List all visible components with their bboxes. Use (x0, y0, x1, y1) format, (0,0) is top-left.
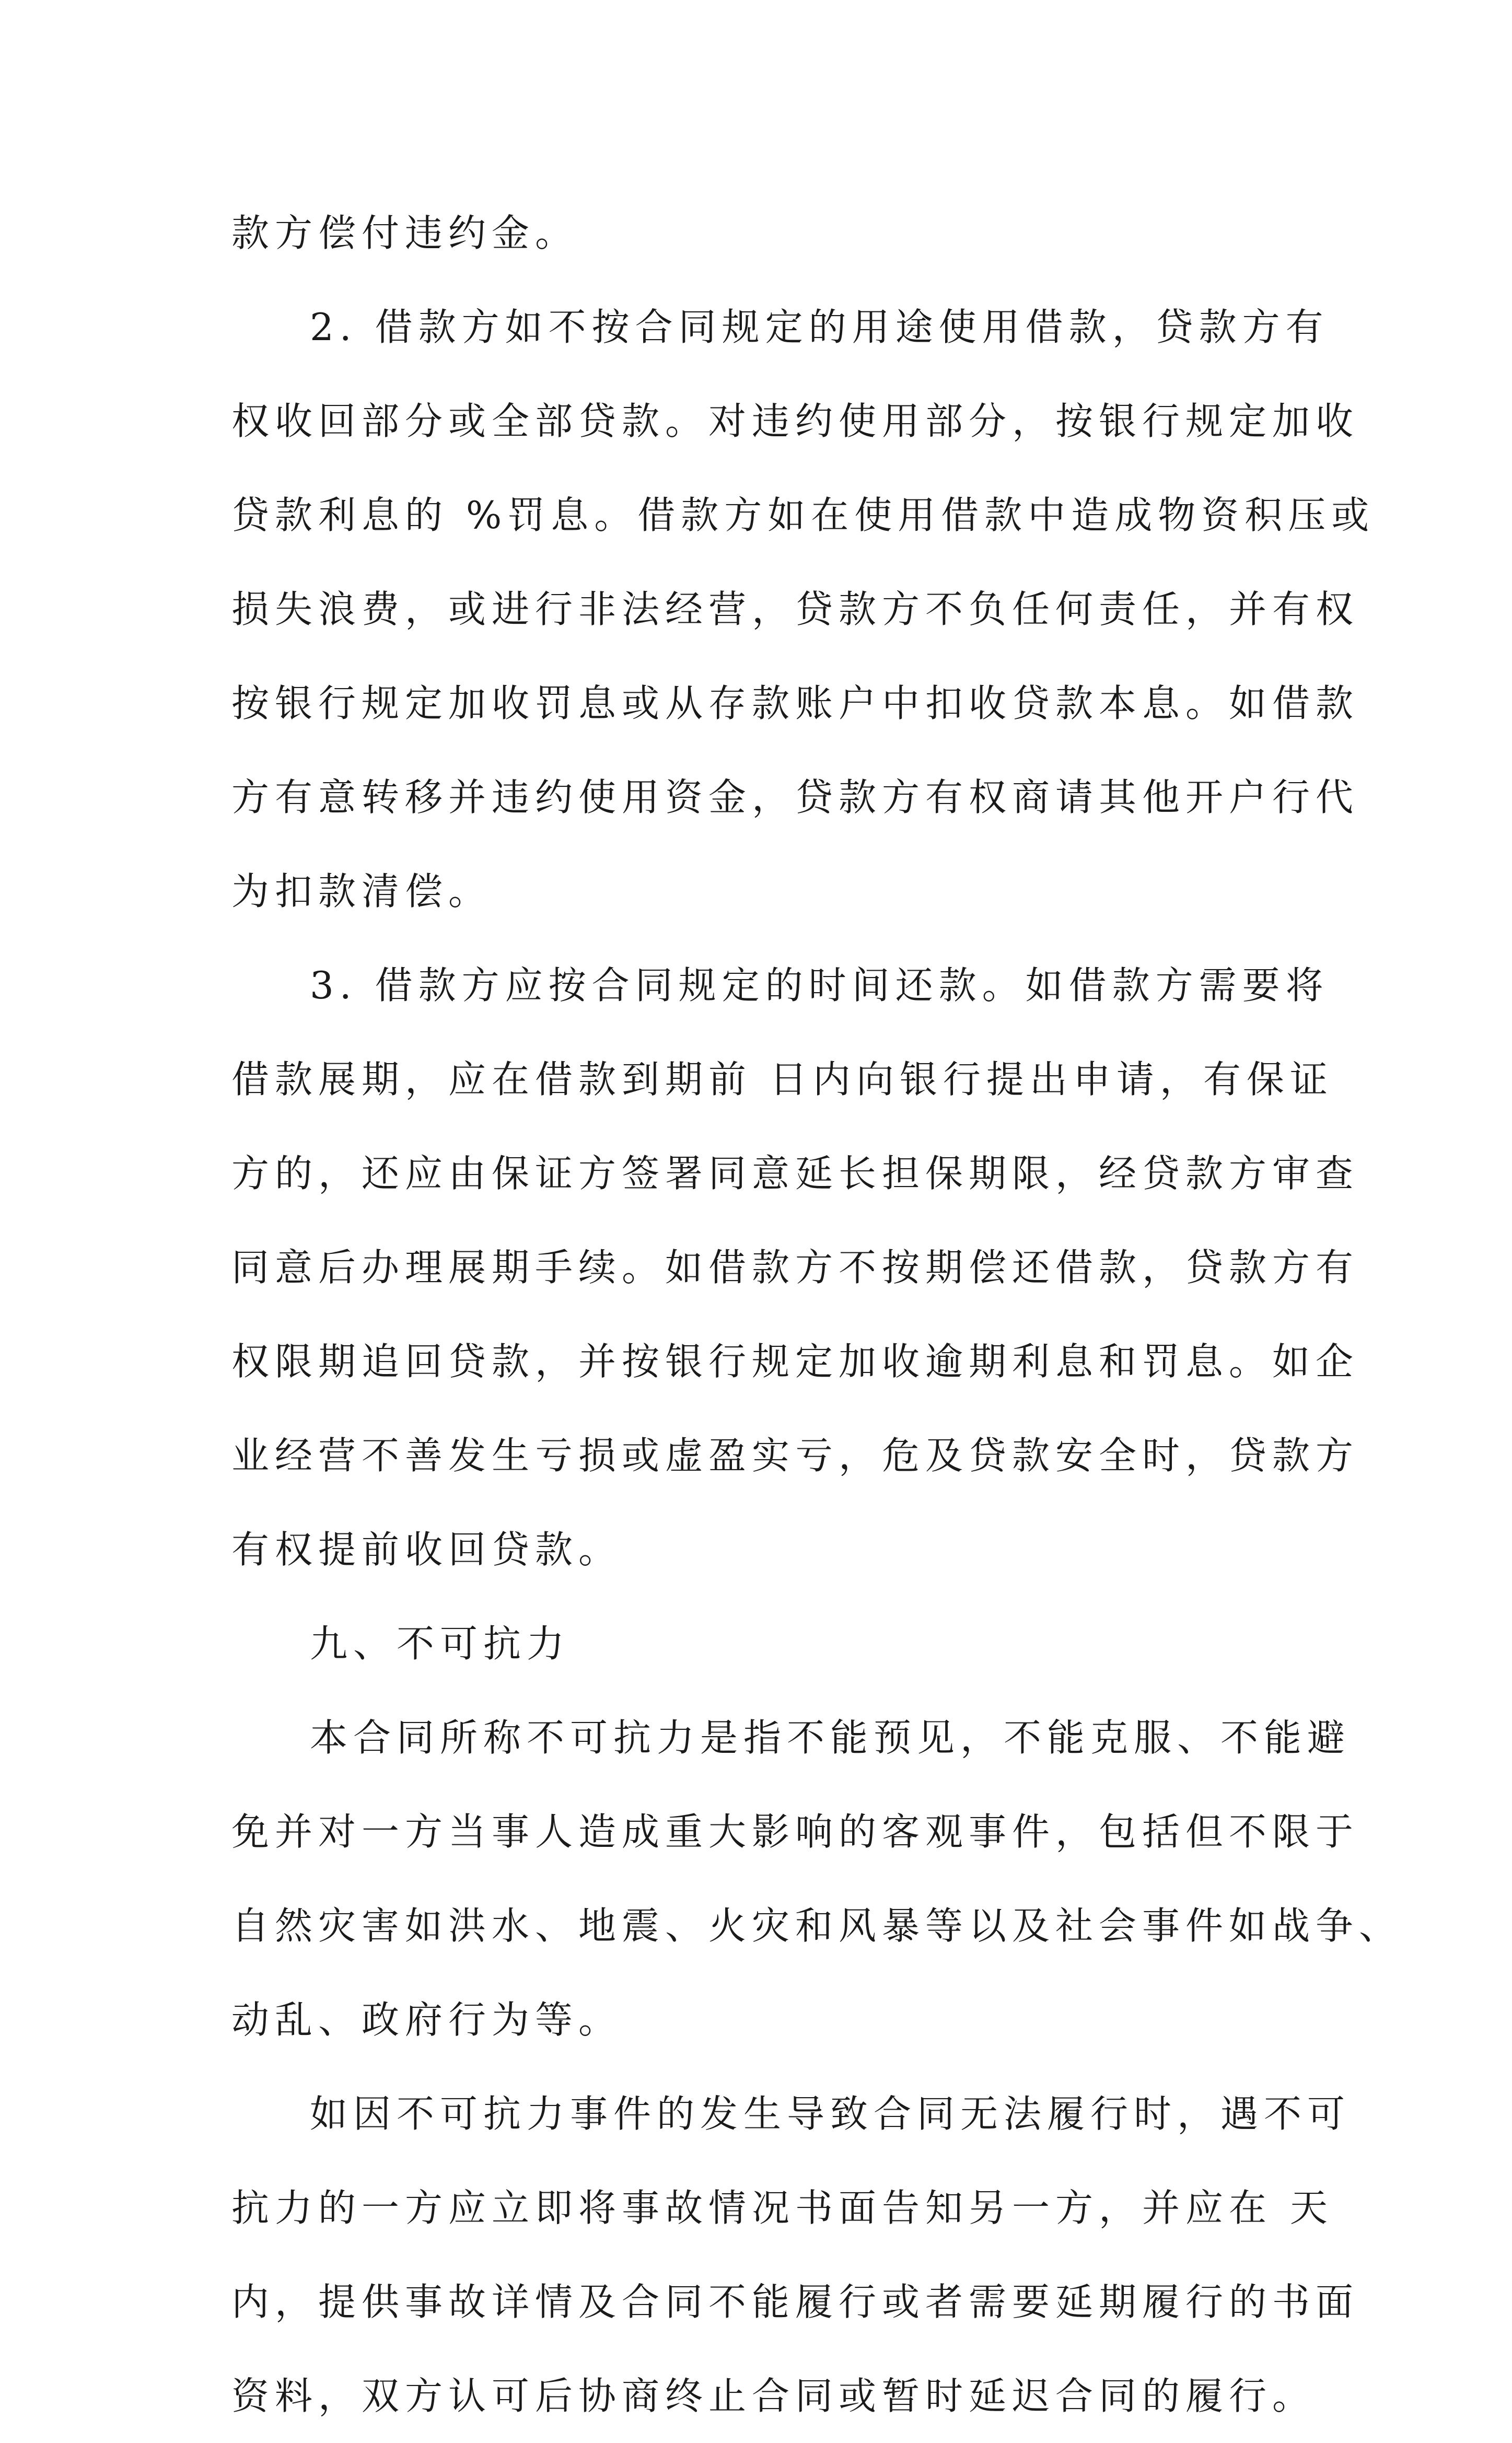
text-line: 款方偿付违约金。 (231, 211, 579, 255)
text-line: 借款展期，应在借款到期前 日内向银行提出申请，有保证 (231, 1057, 1333, 1101)
text-line: 抗力的一方应立即将事故情况书面告知另一方，并应在 天 (231, 2186, 1333, 2230)
text-line: 权限期追回贷款，并按银行规定加收逾期利息和罚息。如企 (231, 1340, 1359, 1383)
text-line: 业经营不善发生亏损或虚盈实亏，危及贷款安全时，贷款方 (231, 1434, 1359, 1478)
text-line: 资料，双方认可后协商终止合同或暂时延迟合同的履行。 (231, 2374, 1316, 2418)
paragraph-start-line: 如因不可抗力事件的发生导致合同无法履行时，遇不可 (310, 2092, 1351, 2136)
text-line: 有权提前收回贷款。 (231, 1528, 622, 1572)
text-line: 内，提供事故详情及合同不能履行或者需要延期履行的书面 (231, 2280, 1359, 2324)
paragraph-start-line: 3. 借款方应按合同规定的时间还款。如借款方需要将 (310, 963, 1329, 1007)
text-line: 损失浪费，或进行非法经营，贷款方不负任何责任，并有权 (231, 587, 1359, 631)
document-body (231, 186, 1403, 2443)
text-line: 自然灾害如洪水、地震、火灾和风暴等以及社会事件如战争、 (231, 1904, 1403, 1948)
text-line: 贷款利息的 %罚息。借款方如在使用借款中造成物资积压或 (231, 493, 1375, 537)
text-line: 为扣款清偿。 (231, 869, 492, 913)
paragraph-start-line: 本合同所称不可抗力是指不能预见，不能克服、不能避 (310, 1716, 1351, 1760)
paragraph-start-line: 2. 借款方如不按合同规定的用途使用借款，贷款方有 (310, 305, 1329, 349)
text-line: 方有意转移并违约使用资金，贷款方有权商请其他开户行代 (231, 775, 1359, 819)
text-line: 动乱、政府行为等。 (231, 1998, 622, 2042)
text-line: 方的，还应由保证方签署同意延长担保期限，经贷款方审查 (231, 1151, 1359, 1195)
section-heading: 九、不可抗力 (310, 1622, 571, 1666)
text-line: 同意后办理展期手续。如借款方不按期偿还借款，贷款方有 (231, 1246, 1359, 1289)
text-line: 按银行规定加收罚息或从存款账户中扣收贷款本息。如借款 (231, 681, 1359, 725)
text-line: 免并对一方当事人造成重大影响的客观事件，包括但不限于 (231, 1810, 1359, 1854)
text-line: 权收回部分或全部贷款。对违约使用部分，按银行规定加收 (231, 399, 1359, 443)
